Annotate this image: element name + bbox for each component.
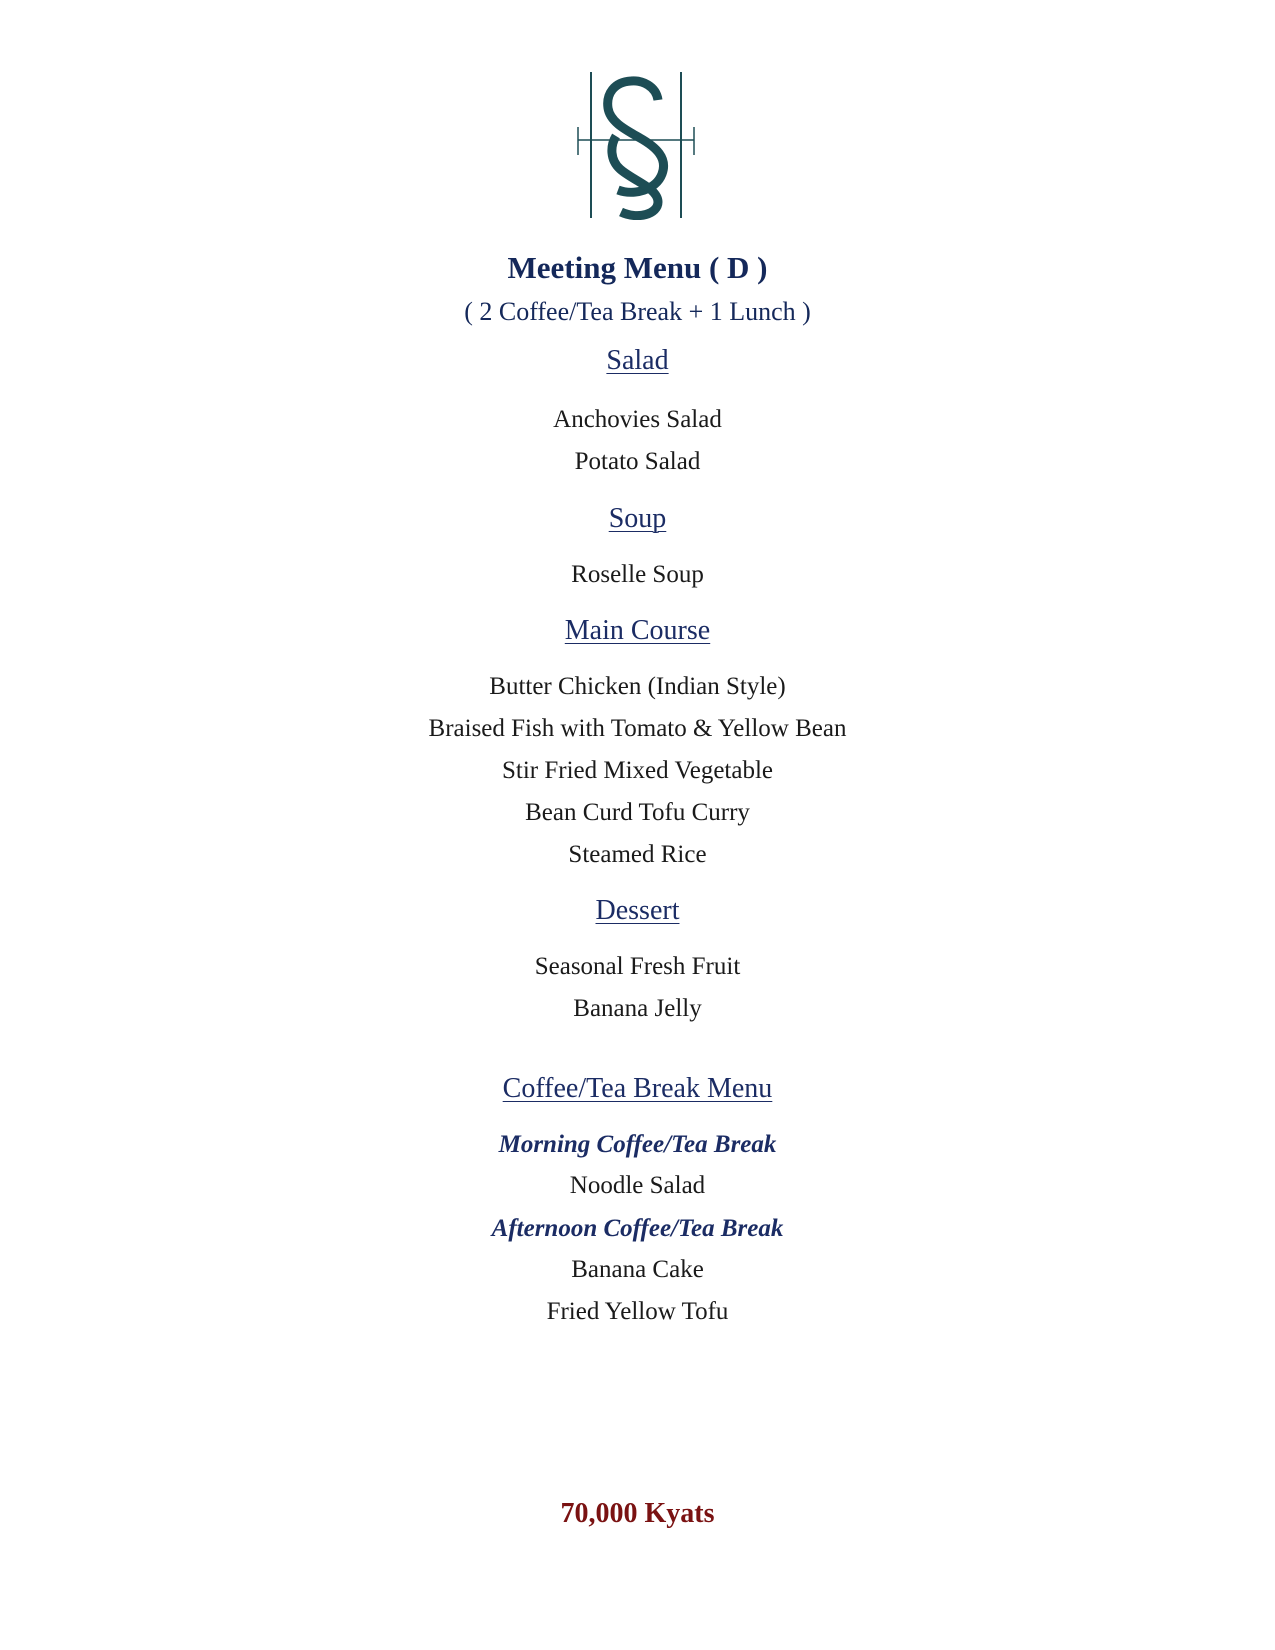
- menu-item: Potato Salad: [574, 448, 701, 475]
- menu-price: 70,000 Kyats: [560, 1498, 715, 1529]
- menu-item: Bean Curd Tofu Curry: [525, 799, 750, 826]
- section-heading-dessert: Dessert: [595, 895, 680, 926]
- menu-item: Butter Chicken (Indian Style): [489, 673, 786, 700]
- section-heading-salad: Salad: [606, 345, 669, 376]
- section-heading-break-menu: Coffee/Tea Break Menu: [502, 1073, 773, 1104]
- menu-item: Fried Yellow Tofu: [546, 1298, 729, 1325]
- menu-item: Steamed Rice: [568, 841, 707, 868]
- afternoon-break-label: Afternoon Coffee/Tea Break: [491, 1215, 784, 1242]
- menu-item: Anchovies Salad: [553, 406, 722, 433]
- menu-item: Braised Fish with Tomato & Yellow Bean: [428, 715, 847, 742]
- menu-title: Meeting Menu ( D ): [507, 250, 768, 285]
- section-heading-main-course: Main Course: [564, 615, 711, 646]
- section-heading-soup: Soup: [608, 503, 667, 534]
- menu-item: Stir Fried Mixed Vegetable: [501, 757, 774, 784]
- menu-item: Roselle Soup: [571, 561, 704, 588]
- menu-subtitle: ( 2 Coffee/Tea Break + 1 Lunch ): [464, 297, 811, 326]
- hotel-logo: [576, 70, 696, 220]
- menu-item: Banana Cake: [571, 1256, 704, 1283]
- morning-break-label: Morning Coffee/Tea Break: [498, 1131, 777, 1158]
- menu-item: Noodle Salad: [569, 1172, 706, 1199]
- menu-item: Banana Jelly: [573, 995, 702, 1022]
- menu-item: Seasonal Fresh Fruit: [534, 953, 741, 980]
